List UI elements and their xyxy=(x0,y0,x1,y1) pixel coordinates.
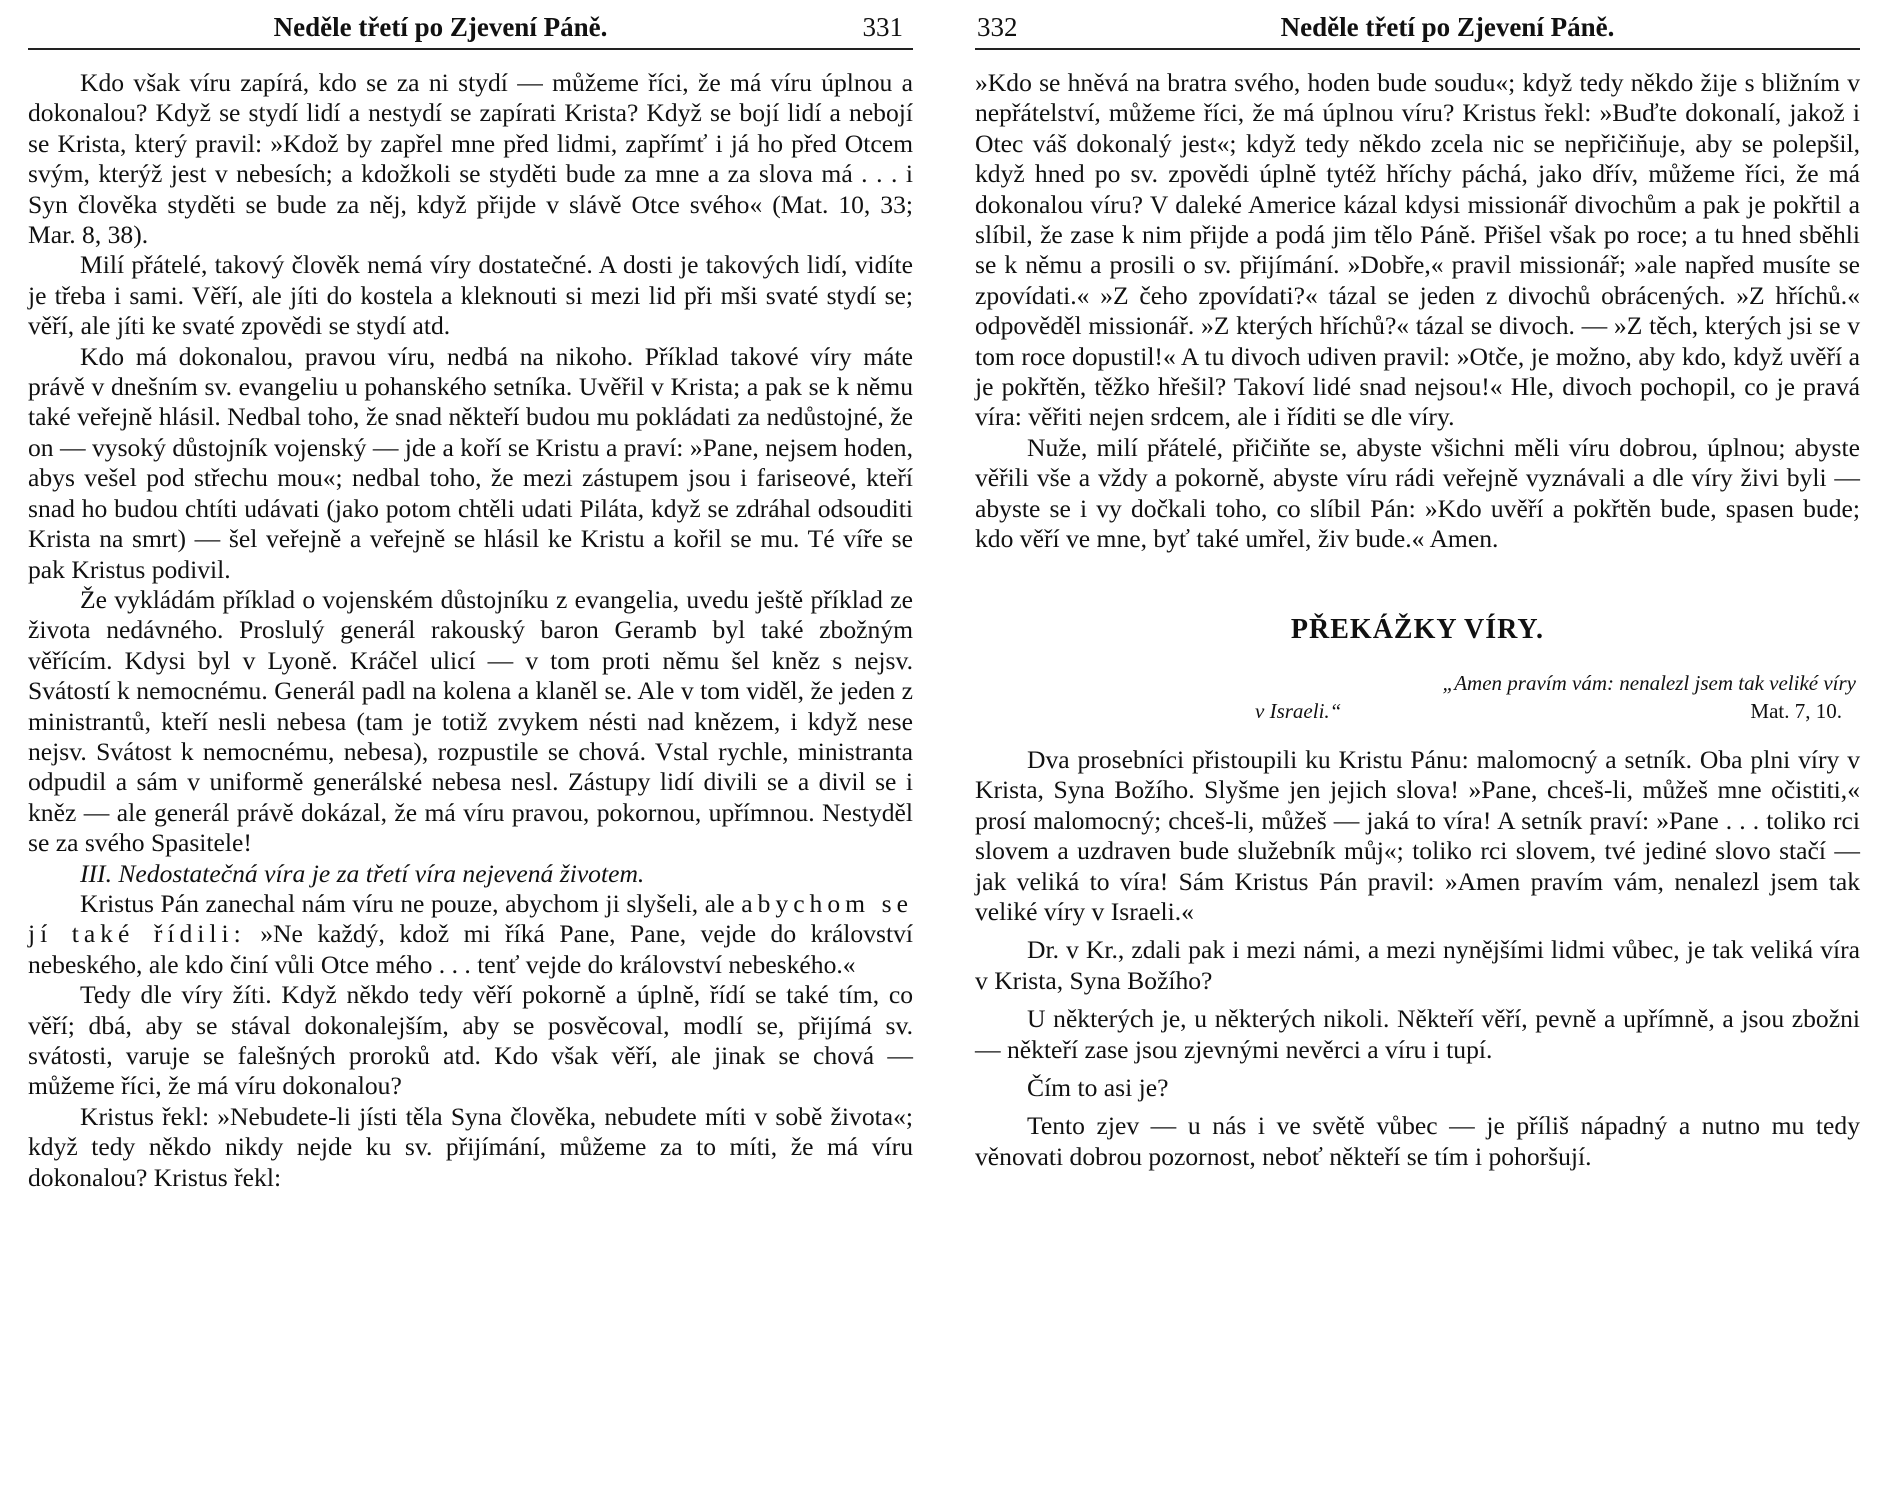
page-header xyxy=(975,8,1860,50)
paragraph: Milí přátelé, takový člověk nemá víry dostatečné. A dosti je takových lidí, vidíte je třeba i sami. Věří, ale jíti do kostela a kleknouti si mezi lid při mši svaté stydí se; věří, ale jíti ke svaté zpovědi se stydí atd. xyxy=(28,250,913,341)
paragraph: Dr. v Kr., zdali pak i mezi námi, a mezi nynějšími lidmi vůbec, je tak veliká víra v Krista, Syna Božího? xyxy=(975,935,1860,995)
right-page xyxy=(975,0,1860,1500)
motto-line: „Amen pravím vám: nenalezl jsem tak veliké víry xyxy=(1442,670,1856,695)
running-title: Neděle třetí po Zjevení Páně. xyxy=(1280,12,1615,42)
paragraph: Kdo však víru zapírá, kdo se za ni stydí — můžeme říci, že má víru úplnou a dokonalou? Když se stydí lidí a nestydí se zapírati Krista? Když se bojí lidí a nebojí se Krista, který pravil: »Kdož by zapřel mne před lidmi, zapřímť i já ho před Otcem svým, kterýž jest v nebesích; a kdožkoli se styděti bude za mne a za slova má . . . i Syn člověka styděti se bude za něj, když přijde v slávě Otce svého« (Mat. 10, 33; Mar. 8, 38). xyxy=(28,68,913,250)
paragraph: Tento zjev — u nás i ve světě vůbec — je příliš nápadný a nutno mu tedy věnovati dobrou pozornost, neboť někteří se tím i pohoršují. xyxy=(975,1111,1860,1171)
spacer xyxy=(975,1103,1860,1111)
page-body xyxy=(28,68,913,1193)
paragraph-text: Kristus Pán zanechal nám víru ne pouze, abychom ji slyšeli, ale xyxy=(80,888,735,918)
paragraph: Kdo má dokonalou, pravou víru, nedbá na nikoho. Příklad takové víry máte právě v dnešním sv. evangeliu u pohanského setníka. Uvěřil v Krista; a pak se k němu také veřejně hlásil. Nedbal toho, že snad někteří budou mu pokládati za nedůstojné, že on — vysoký důstojník vojenský — jde a koří se Kristu a praví: »Pane, nejsem hoden, abys vešel pod střechu mou«; nedbal toho, že mezi zástupem jsou i fariseové, kteří snad ho budou chtíti udávati (jako potom chtěli udati Piláta, když se zdráhal odsouditi Krista na smrt) — šel veřejně a veřejně se hlásil ke Kristu a kořil se mu. Té víře se pak Kristus podivil. xyxy=(28,341,913,584)
page-body xyxy=(975,68,1860,1172)
subheading: III. Nedostatečná víra je za třetí víra nejevená životem. xyxy=(80,858,645,888)
spacer xyxy=(975,1065,1860,1073)
paragraph xyxy=(28,889,913,980)
running-title: Neděle třetí po Zjevení Páně. xyxy=(273,12,608,42)
motto-line xyxy=(975,697,1860,725)
paragraph: Kristus řekl: »Nebudete-li jísti těla Syna člověka, nebudete míti v sobě života«; když tedy někdo nikdy nejde ku sv. přijímání, můžeme za to míti, že má víru dokonalou? Kristus řekl: xyxy=(28,1101,913,1192)
page-header xyxy=(28,8,913,50)
motto xyxy=(975,669,1860,725)
paragraph: U některých je, u některých nikoli. Někteří věří, pevně a upřímně, a jsou zbožni — někteří zase jsou zjevnými nevěrci a víru i tupí. xyxy=(975,1004,1860,1064)
scripture-reference: Mat. 7, 10. xyxy=(1750,698,1842,723)
paragraph: Čím to asi je? xyxy=(1027,1072,1169,1102)
section-heading: PŘEKÁŽKY VÍRY. xyxy=(1290,613,1545,645)
page-number: 332 xyxy=(977,12,1018,42)
paragraph: »Kdo se hněvá na bratra svého, hoden bude soudu«; když tedy někdo žije s bližním v nepřátelství, můžeme říci, že má úplnou víru? Kristus řekl: »Buďte dokonalí, jakož i Otec váš dokonalý jest«; když tedy někdo zcela nic se nepřičiňuje, aby se polepšil, když hned po sv. zpovědi úplně tytéž hříchy páchá, jako dřív, můžeme říci, že má dokonalou víru? V daleké Americe kázal kdysi missionář divochům a pak je pokřtil a slíbil, že zase k nim přijde a podá jim tělo Páně. Přišel však po roce; a tu hned sběhli se k němu a prosili o sv. přijímání. »Dobře,« pravil missionář; »ale napřed musíte se zpovídati.« »Z čeho zpovídati?« tázal se jeden z divochů obrácených. »Z hříchů.« odpověděl missionář. »Z kterých hříchů?« tázal se divoch. — »Z těch, kterých jsi se v tom roce dopustil!« A tu divoch udiven pravil: »Otče, je možno, aby kdo, když uvěří a je pokřtěn, těžko hřešil? Takoví lidé snad nejsou!« Hle, divoch pochopil, co je pravá víra: věřiti nejen srdcem, ale i říditi se dle víry. xyxy=(975,68,1860,432)
spacer xyxy=(975,927,1860,935)
quotation: »Ne každý, kdož mi říká Pane, Pane, vejde do království nebeského, ale kdo činí vůli Otce mého . . . tenť vejde do království nebeského.« xyxy=(28,919,913,979)
motto-line-end: v Israeli.“ xyxy=(1255,698,1342,723)
page-number: 331 xyxy=(862,12,903,42)
spacer xyxy=(975,996,1860,1004)
paragraph: Tedy dle víry žíti. Když někdo tedy věří pokorně a úplně, řídí se také tím, co věří; dbá, aby se stával dokonalejším, aby se posvěcoval, modlí se, přijímá sv. svátosti, varuje se falešných proroků atd. Kdo však věří, ale jinak se chová — můžeme říci, že má víru dokonalou? xyxy=(28,980,913,1101)
paragraph: Že vykládám příklad o vojenském důstojníku z evangelia, uvedu ještě příklad ze života nedávného. Proslulý generál rakouský baron Geramb byl také zbožným věřícím. Kdysi byl v Lyoně. Kráčel ulicí — v tom proti němu šel kněz s nejsv. Svátostí k nemocnému. Generál padl na kolena a klaněl se. Ale v tom viděl, že jeden z ministrantů, kteří nesli nebesa (tam je totiž zvykem nésti nad knězem, i když nese nejsv. Svátost k nemocnému, nebesa), rozpustile se chová. Vstal rychle, ministranta odpudil a sám v uniformě generálské nebesa nesl. Zástupy lidí divili se a divil se i kněz — ale generál právě dokázal, že má víru pravou, pokornou, upřímnou. Nestyděl se za svého Spasitele! xyxy=(28,584,913,858)
emphasized-phrase: abychom se jí také řídili: xyxy=(28,888,913,949)
paragraph: Dva prosebníci přistoupili ku Kristu Pánu: malomocný a setník. Oba plni víry v Krista, Syna Božího. Slyšme jen jejich slova! »Pane, chceš-li, můžeš mne očistiti,« prosí malomocný; chceš-li, můžeš — jaká to víra! A setník praví: »Pane . . . toliko rci slovem a uzdraven bude služebník můj«; toliko rci slovem, tvé jediné slovo stačí — jak veliká to víra! Sám Kristus Pán pravil: »Amen pravím vám, nenalezl jsem tak veliké víry v Israeli.« xyxy=(975,744,1860,926)
left-page xyxy=(28,0,913,1500)
paragraph: Nuže, milí přátelé, přičiňte se, abyste všichni měli víru dobrou, úplnou; abyste věřili vše a vždy a pokorně, abyste víru rádi veřejně vyznávali a dle víry živi byli — abyste se i vy dočkali toho, co slíbil Pán: »Kdo uvěří a pokřtěn bude, spasen bude; kdo věří ve mne, byť také umřel, živ bude.« Amen. xyxy=(975,432,1860,554)
